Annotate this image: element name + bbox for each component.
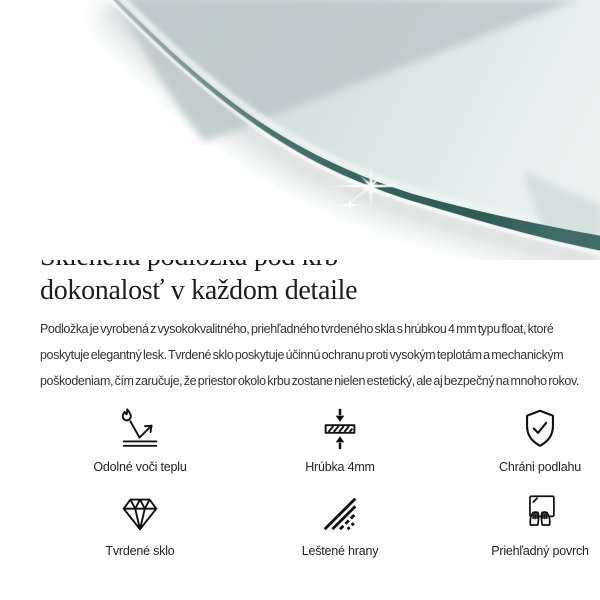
product-description [40, 316, 600, 394]
hatched-edge-icon [317, 490, 363, 536]
feature-grid [40, 406, 600, 558]
feature-label: Chráni podlahu [499, 460, 581, 474]
feature-protects-floor [440, 406, 600, 474]
feature-tempered-glass [40, 490, 240, 558]
feature-label: Tvrdené sklo [105, 544, 175, 558]
glass-pad-photo [0, 0, 600, 260]
page-title-line-2: dokonalosť v každom detaile [40, 275, 358, 306]
feature-thickness [240, 406, 440, 474]
feature-label: Priehľadný povrch [491, 544, 589, 558]
shield-check-icon [517, 406, 563, 452]
description-line: poškodeniam, čím zaručuje, že priestor okolo krbu zostane nielen estetický, ale aj bezpečný na mnoho rokov. [40, 374, 579, 388]
description-line: poskytuje elegantný lesk. Tvrdené sklo poskytuje účinnú ochranu proti vysokým teplotám a mechanickým [40, 348, 564, 362]
feature-heat-resistant [40, 406, 240, 474]
diamond-icon [117, 490, 163, 536]
product-image [0, 0, 600, 238]
feature-label: Leštené hrany [301, 544, 379, 558]
feature-polished-edges [240, 490, 440, 558]
feature-transparent-surface [440, 490, 600, 558]
thickness-arrows-icon [317, 406, 363, 452]
hands-holding-glass-icon [517, 490, 563, 536]
feature-label: Hrúbka 4mm [305, 460, 375, 474]
description-line: Podložka je vyrobená z vysokokvalitného, priehľadného tvrdeného skla s hrúbkou 4 mm typu float, ktoré [40, 322, 554, 336]
feature-label: Odolné voči teplu [93, 460, 187, 474]
product-description-section [0, 240, 600, 558]
flame-bounce-icon [117, 406, 163, 452]
